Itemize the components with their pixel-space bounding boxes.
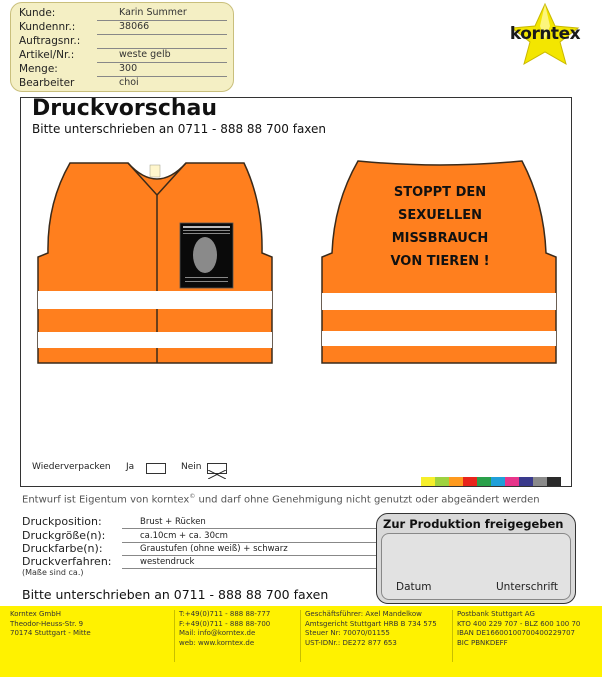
footer-line: T:+49(0)711 - 888 88-777 (179, 610, 271, 618)
signature-label: Unterschrift (496, 581, 558, 593)
approval-box (376, 513, 576, 604)
reflective-stripe (38, 332, 272, 348)
fax-instruction: Bitte unterschrieben an 0711 - 888 88 700 faxen (32, 122, 327, 136)
footer-line: F:+49(0)711 - 888 88-700 (179, 619, 271, 628)
signature-area[interactable] (381, 533, 571, 600)
footer-line: 70174 Stuttgart - Mitte (10, 629, 91, 637)
editor-value: choi (119, 77, 139, 88)
color-swatch (449, 477, 463, 486)
print-color-value: Graustufen (ohne weiß) + schwarz (140, 544, 288, 554)
repack-no-label: Nein (181, 462, 202, 472)
date-label: Datum (396, 581, 432, 593)
print-position-label: Druckposition: (22, 515, 102, 528)
korntex-logo (500, 2, 590, 77)
order-info-row (19, 77, 219, 91)
vest-back-illustration (318, 155, 563, 370)
color-swatch (435, 477, 449, 486)
customer-value: Karin Summer (119, 7, 187, 18)
customer-number-label: Kundennr.: (19, 21, 76, 33)
footer-email-link[interactable]: Mail: info@korntex.de (179, 629, 256, 637)
footer-line: KTO 400 229 707 - BLZ 600 100 70 (457, 619, 581, 628)
reflective-stripe (322, 331, 556, 346)
footer-line: Theodor-Heuss-Str. 9 (10, 619, 84, 628)
vest-front-illustration (30, 155, 285, 370)
back-print-line: STOPPT DEN (393, 185, 487, 200)
print-position-value: Brust + Rücken (140, 517, 206, 527)
footer-bank (452, 610, 580, 662)
spec-row (22, 515, 372, 529)
order-info-row (19, 49, 219, 63)
approval-title: Zur Produktion freigegeben (383, 517, 564, 531)
color-swatch (505, 477, 519, 486)
color-swatch (519, 477, 533, 486)
spec-row (22, 555, 372, 569)
article-label: Artikel/Nr.: (19, 49, 75, 61)
order-number-label: Auftragsnr.: (19, 35, 81, 47)
dimensions-hint: (Maße sind ca.) (22, 568, 84, 577)
ownership-disclaimer (22, 493, 540, 505)
repack-label: Wiederverpacken (32, 462, 111, 472)
footer-legal (300, 610, 437, 662)
back-print-line: MISSBRAUCH (391, 231, 489, 246)
article-value: weste gelb (119, 49, 171, 60)
footer-line: Amtsgericht Stuttgart HRB B 734 575 (305, 619, 437, 628)
repack-yes-checkbox[interactable] (146, 463, 166, 474)
order-info-row (19, 35, 219, 49)
repack-yes-label: Ja (126, 462, 135, 472)
footer-address (6, 610, 91, 662)
disclaimer-text: und darf ohne Genehmigung nicht genutzt oder abgeändert werden (195, 494, 540, 506)
footer-line: UST-IDNr.: DE272 877 653 (305, 638, 397, 647)
order-info-box (10, 2, 234, 92)
reflective-stripe (38, 291, 272, 309)
customer-number-value: 38066 (119, 21, 150, 32)
color-swatch (421, 477, 435, 486)
color-swatch-strip (421, 477, 561, 486)
chest-print-figure (193, 237, 217, 273)
quantity-value: 300 (119, 63, 138, 74)
cross-mark-icon (208, 470, 226, 479)
footer-line: Geschäftsführer: Axel Mandelkow (305, 610, 422, 618)
color-swatch (491, 477, 505, 486)
footer-line: Postbank Stuttgart AG (457, 610, 535, 618)
spec-row (22, 542, 372, 556)
color-swatch (533, 477, 547, 486)
footer-contact (174, 610, 270, 662)
fax-instruction-bottom: Bitte unterschrieben an 0711 - 888 88 700 faxen (22, 587, 329, 602)
color-swatch (463, 477, 477, 486)
print-method-value: westendruck (140, 557, 195, 567)
quantity-label: Menge: (19, 63, 58, 75)
footer-web-link[interactable]: web: www.korntex.de (179, 638, 255, 647)
field-underline (122, 568, 392, 569)
print-method-label: Druckverfahren: (22, 555, 112, 568)
footer-line: IBAN DE16600100700400229707 (457, 629, 576, 637)
order-info-row (19, 7, 219, 21)
spec-row (22, 529, 372, 543)
order-info-row (19, 21, 219, 35)
back-print-line: SEXUELLEN (397, 208, 483, 223)
footer-line: BIC PBNKDEFF (457, 638, 508, 647)
print-size-value: ca.10cm + ca. 30cm (140, 531, 228, 541)
company-footer (0, 606, 602, 677)
footer-line: Korntex GmbH (10, 610, 61, 618)
color-swatch (477, 477, 491, 486)
customer-label: Kunde: (19, 7, 56, 19)
color-swatch (547, 477, 561, 486)
print-size-label: Druckgröße(n): (22, 529, 106, 542)
copyright-mark: © (189, 493, 196, 500)
disclaimer-text: Entwurf ist Eigentum von korntex (22, 494, 190, 506)
print-color-label: Druckfarbe(n): (22, 542, 103, 555)
order-info-row (19, 63, 219, 77)
back-print-line: VON TIEREN ! (390, 254, 490, 269)
vest-label-tag (150, 165, 160, 177)
repack-no-checkbox[interactable] (207, 463, 227, 474)
logo-wordmark: korntex (509, 24, 581, 44)
reflective-stripe (322, 293, 556, 310)
footer-line: Steuer Nr: 70070/01155 (305, 629, 390, 637)
editor-label: Bearbeiter (19, 77, 75, 89)
page-title: Druckvorschau (32, 96, 218, 121)
